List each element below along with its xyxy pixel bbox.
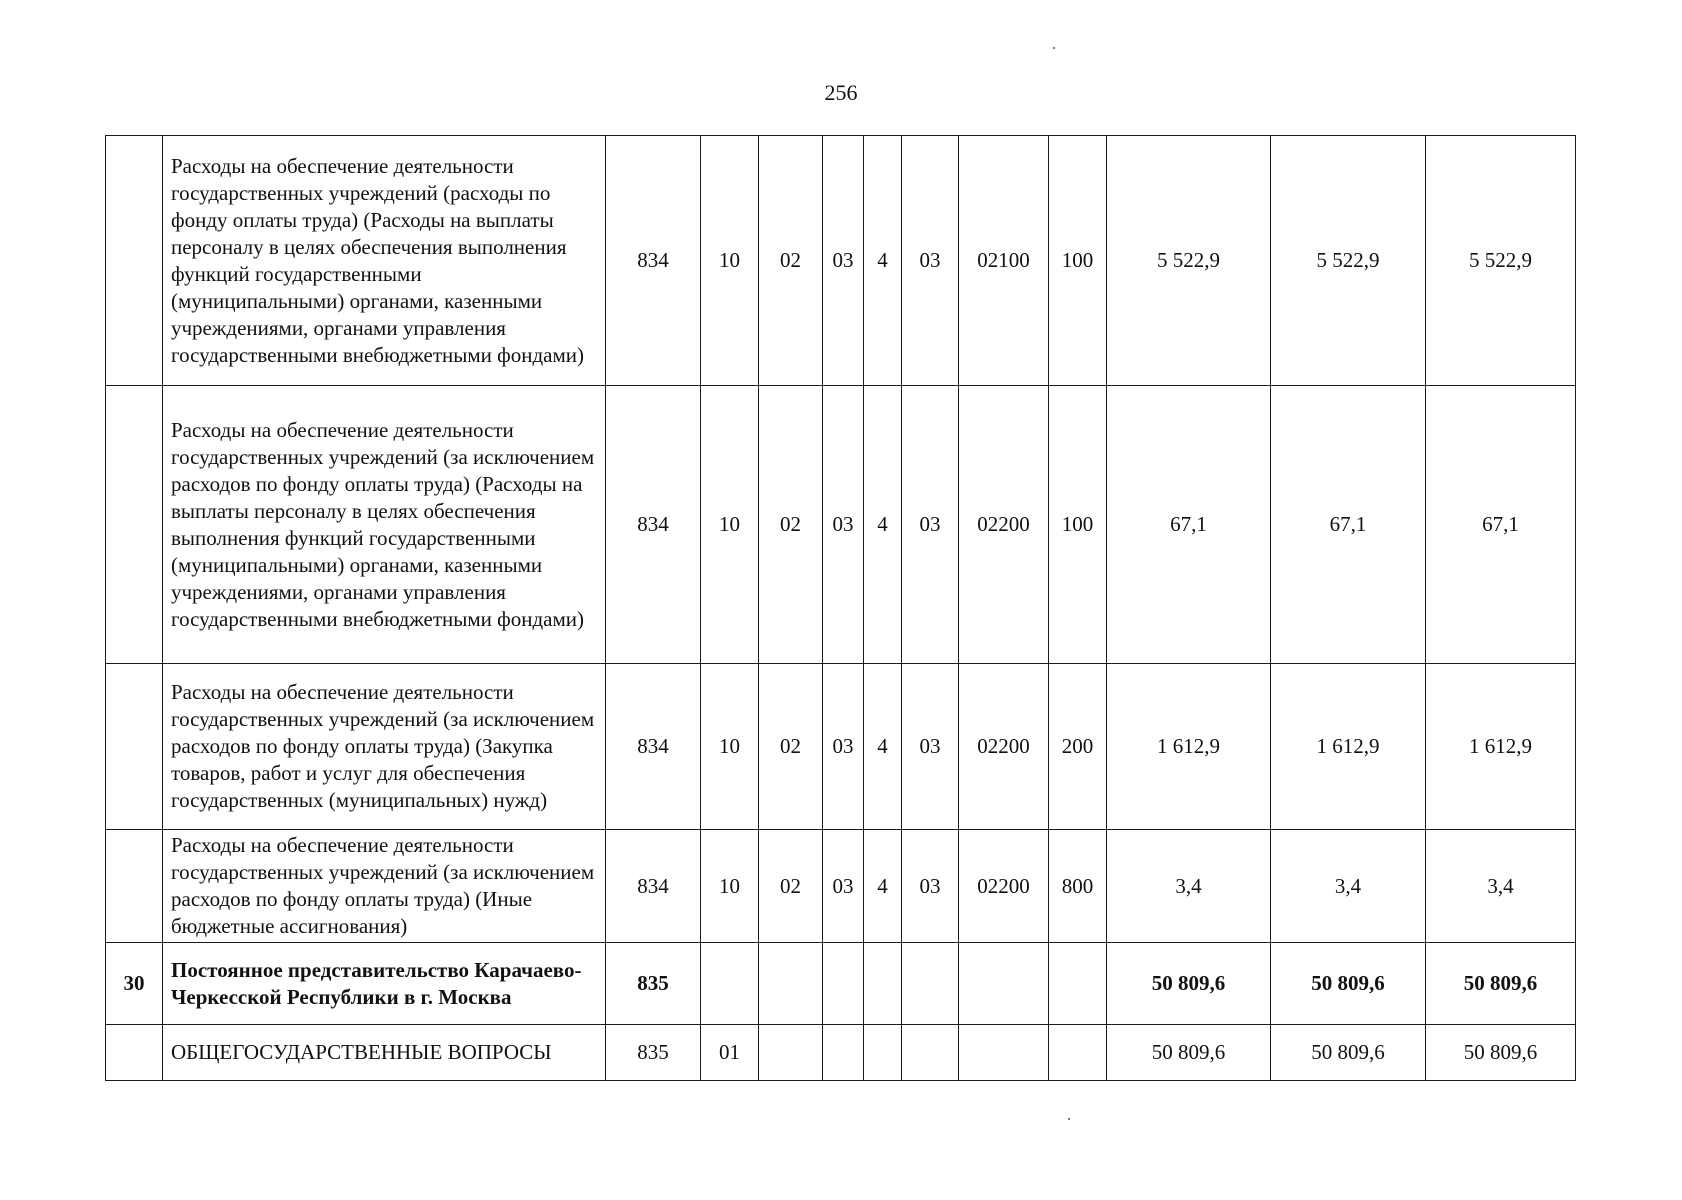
code-cell [701, 943, 759, 1025]
code-cell: 02200 [959, 386, 1049, 664]
code-cell [823, 943, 864, 1025]
table-row [106, 830, 1576, 943]
amount-cell: 3,4 [1426, 830, 1576, 943]
amount-cell: 50 809,6 [1271, 1025, 1426, 1081]
amount-cell: 67,1 [1107, 386, 1271, 664]
row-number [106, 136, 163, 386]
code-cell: 03 [823, 830, 864, 943]
code-cell: 01 [701, 1025, 759, 1081]
code-cell: 4 [864, 386, 902, 664]
amount-cell: 5 522,9 [1271, 136, 1426, 386]
code-cell [902, 943, 959, 1025]
scan-speck [1068, 1118, 1070, 1120]
code-cell: 4 [864, 664, 902, 830]
scan-speck [1053, 47, 1055, 49]
table-row [106, 664, 1576, 830]
row-description: Расходы на обеспечение деятельности государственных учреждений (за исключением расходов по фонду оплаты труда) (Закупка товаров, работ и услуг для обеспечения государственных (муниципальных) нужд) [163, 664, 606, 830]
code-cell: 10 [701, 386, 759, 664]
code-cell: 03 [902, 386, 959, 664]
code-cell: 834 [606, 830, 701, 943]
amount-cell: 5 522,9 [1426, 136, 1576, 386]
code-cell: 800 [1049, 830, 1107, 943]
code-cell [959, 943, 1049, 1025]
code-cell: 02200 [959, 664, 1049, 830]
amount-cell: 5 522,9 [1107, 136, 1271, 386]
page-number: 256 [824, 80, 858, 105]
code-cell: 10 [701, 830, 759, 943]
code-cell: 03 [823, 136, 864, 386]
row-number [106, 1025, 163, 1081]
code-cell: 03 [902, 664, 959, 830]
code-cell: 02200 [959, 830, 1049, 943]
code-cell: 4 [864, 830, 902, 943]
table-row [106, 1025, 1576, 1081]
code-cell: 03 [902, 830, 959, 943]
code-cell [902, 1025, 959, 1081]
code-cell: 834 [606, 386, 701, 664]
amount-cell: 3,4 [1107, 830, 1271, 943]
code-cell: 835 [606, 943, 701, 1025]
code-cell: 02 [759, 386, 823, 664]
row-description: ОБЩЕГОСУДАРСТВЕННЫЕ ВОПРОСЫ [163, 1025, 606, 1081]
amount-cell: 50 809,6 [1426, 1025, 1576, 1081]
budget-table [105, 135, 1576, 1081]
row-description: Расходы на обеспечение деятельности государственных учреждений (за исключением расходов по фонду оплаты труда) (Расходы на выплаты персоналу в целях обеспечения выполнения функций государственными (муниципальными) органами, казенными учреждениями, органами управления государственными внебюджетными фондами) [163, 386, 606, 664]
code-cell [759, 1025, 823, 1081]
row-number: 30 [106, 943, 163, 1025]
code-cell: 10 [701, 136, 759, 386]
code-cell: 100 [1049, 386, 1107, 664]
code-cell: 03 [823, 664, 864, 830]
code-cell: 03 [902, 136, 959, 386]
row-description: Расходы на обеспечение деятельности государственных учреждений (за исключением расходов по фонду оплаты труда) (Иные бюджетные ассигнования) [163, 830, 606, 943]
amount-cell: 50 809,6 [1271, 943, 1426, 1025]
row-description: Постоянное представительство Карачаево-Черкесской Республики в г. Москва [163, 943, 606, 1025]
amount-cell: 50 809,6 [1107, 1025, 1271, 1081]
table-row [106, 943, 1576, 1025]
code-cell: 4 [864, 136, 902, 386]
code-cell: 834 [606, 664, 701, 830]
code-cell: 03 [823, 386, 864, 664]
amount-cell: 1 612,9 [1107, 664, 1271, 830]
amount-cell: 67,1 [1426, 386, 1576, 664]
code-cell: 834 [606, 136, 701, 386]
code-cell: 02 [759, 136, 823, 386]
row-number [106, 386, 163, 664]
code-cell: 02100 [959, 136, 1049, 386]
amount-cell: 1 612,9 [1271, 664, 1426, 830]
code-cell [1049, 943, 1107, 1025]
amount-cell: 50 809,6 [1426, 943, 1576, 1025]
amount-cell: 3,4 [1271, 830, 1426, 943]
code-cell: 02 [759, 664, 823, 830]
code-cell: 200 [1049, 664, 1107, 830]
code-cell: 02 [759, 830, 823, 943]
code-cell [864, 943, 902, 1025]
table-row [106, 136, 1576, 386]
code-cell [864, 1025, 902, 1081]
code-cell [823, 1025, 864, 1081]
row-description: Расходы на обеспечение деятельности государственных учреждений (расходы по фонду оплаты труда) (Расходы на выплаты персоналу в целях обеспечения выполнения функций государственными (муниципальными) органами, казенными учреждениями, органами управления государственными внебюджетными фондами) [163, 136, 606, 386]
code-cell: 10 [701, 664, 759, 830]
code-cell [759, 943, 823, 1025]
code-cell: 835 [606, 1025, 701, 1081]
amount-cell: 67,1 [1271, 386, 1426, 664]
code-cell [1049, 1025, 1107, 1081]
row-number [106, 664, 163, 830]
row-number [106, 830, 163, 943]
amount-cell: 50 809,6 [1107, 943, 1271, 1025]
code-cell [959, 1025, 1049, 1081]
code-cell: 100 [1049, 136, 1107, 386]
table-row [106, 386, 1576, 664]
amount-cell: 1 612,9 [1426, 664, 1576, 830]
